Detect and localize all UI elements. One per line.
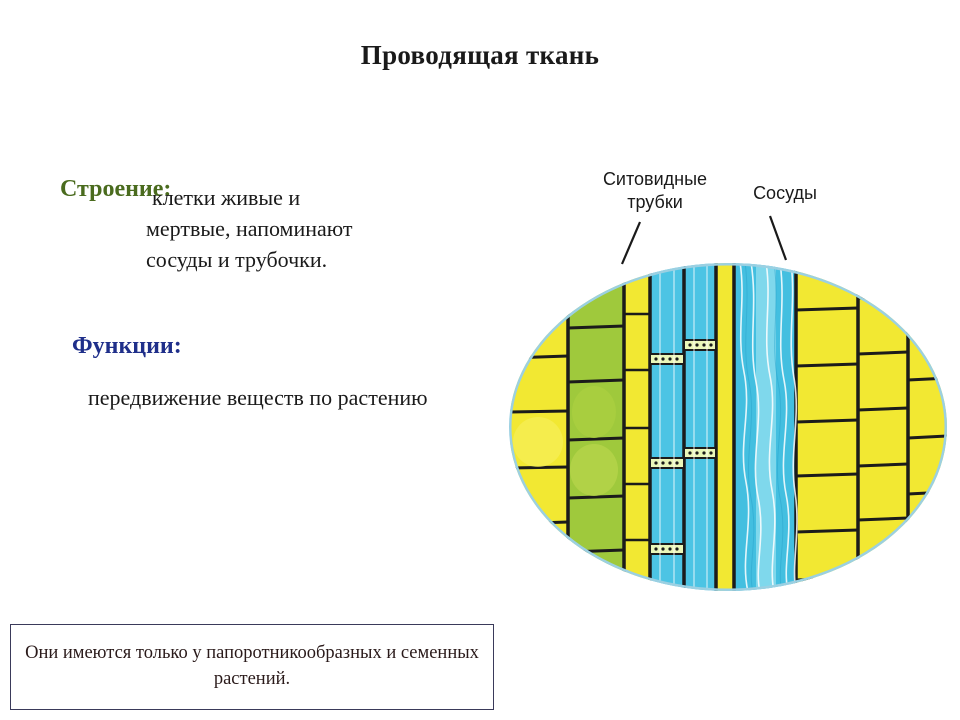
micrograph-ellipse-mask [508,262,948,592]
label-sieve-tubes: Ситовидные трубки [602,169,708,212]
conductive-tissue-micrograph [508,262,948,592]
note-box [10,624,494,710]
note-text: Они имеются только у папоротникообразных и семенных растений. [25,643,479,689]
structure-text-line1: клетки живые и [152,185,301,210]
label-vessels: Сосуды [753,183,817,203]
page-title: Проводящая ткань [360,40,600,70]
functions-label: Функции: [72,333,182,359]
micrograph-drawing [508,262,948,592]
functions-text: передвижение веществ по растению [88,385,428,410]
structure-text-line2: мертвые, напоминают [146,216,353,242]
structure-text-line3: сосуды и трубочки. [146,247,328,273]
structure-label: Строение: [60,176,172,202]
structure-text [146,182,482,276]
